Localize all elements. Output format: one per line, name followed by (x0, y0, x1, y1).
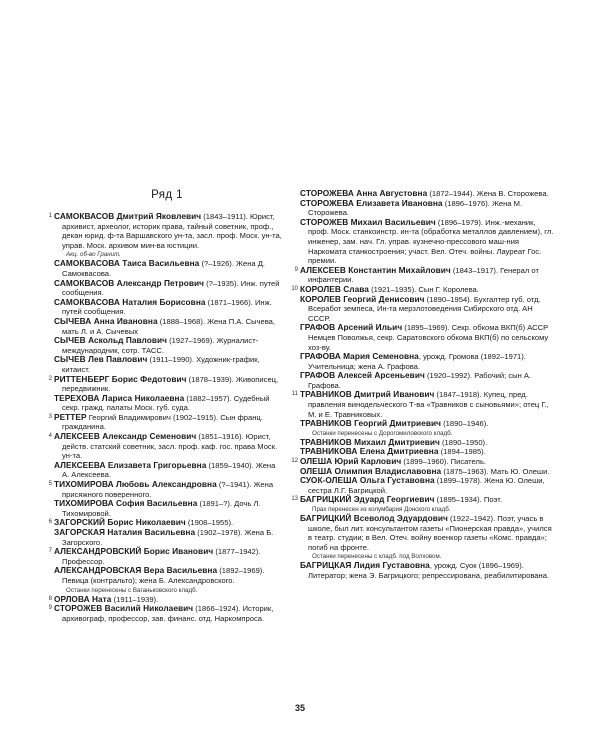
person-name: ОРЛОВА Ната (54, 593, 112, 604)
burial-entry (46, 566, 282, 585)
burial-entry (46, 547, 282, 566)
person-name: ГРАФОВ Арсений Ильич (300, 322, 403, 333)
entry-list-left (46, 212, 282, 623)
person-name: СУОК-ОЛЕША Ольга Густавовна (300, 475, 435, 486)
person-name: ТЕРЕХОВА Лариса Николаевна (54, 392, 185, 403)
entry-description: (?–1941). Жена присяжного поверенного. (62, 480, 274, 499)
entry-description: (1877–1942). Профессор. (62, 547, 261, 566)
entry-description: , урожд. Громова (1892–1971). Учительница; жена А. Графова. (308, 352, 526, 371)
entry-note: Акц. об-во Гранит. (66, 251, 121, 259)
entry-description: (1866–1924). Историк, архивограф, профессор, зав. финанс. отд. Наркомпроса. (62, 604, 274, 623)
entry-list-right (292, 189, 554, 581)
person-name: СТОРОЖЕВ Михаил Васильевич (300, 216, 436, 227)
person-name: ТРАВНИКОВ Михаил Дмитриевич (300, 436, 440, 447)
person-name: ТРАВНИКОВ Георгий Дмитриевич (300, 418, 442, 429)
plot-number: 7 (48, 548, 52, 555)
person-name: САМОКВАСОВ Дмитрий Яковлевич (54, 211, 202, 221)
entry-description: (1899–1960). Писатель. (401, 457, 487, 467)
burial-entry (46, 461, 282, 480)
burial-entry (46, 604, 282, 623)
burial-entry (46, 375, 282, 394)
person-name: ТРАВНИКОВА Елена Дмитриевна (300, 446, 439, 457)
burial-entry (292, 266, 554, 285)
entry-description: (1847–1918). Купец, пред. правления винодельческого Т-ва «Травников с сыновьями»; отец Г., М. и Е. Травниковых. (308, 390, 549, 419)
person-name: СТОРОЖЕВА Анна Августовна (300, 188, 428, 198)
entry-description: (1875–1963). Мать Ю. Олеши. (441, 466, 550, 476)
burial-entry (46, 394, 282, 413)
burial-entry (292, 295, 554, 324)
entry-description: (1882–1957). Судебный секр. гражд. палаты Моск. губ. суда. (62, 393, 270, 413)
left-column (46, 0, 282, 623)
plot-number: 1 (48, 213, 52, 219)
entry-description: (1851–1916). Юрист, действ. статский советник, засл. проф. каф. гос. права Моск. ун-та. (62, 432, 278, 461)
plot-number: 3 (48, 413, 52, 420)
person-name: САМОКВАСОВА Наталия Борисовна (54, 296, 206, 307)
entry-note: Останки перенесены с Дорогомиловского кладб. (312, 429, 453, 437)
burial-entry (292, 390, 554, 419)
entry-description: (1895–1934). Поэт. (434, 495, 503, 505)
entry-description: (?–1935). Инж. путей сообщения. (62, 278, 280, 298)
entry-description: (1899–1978). Жена Ю. Олеши, сестра Л.Г. Багрицкой. (308, 476, 545, 495)
person-name: ОЛЕША Олимпия Владиславовна (300, 465, 442, 476)
person-name: КОРОЛЕВ Георгий Денисович (300, 293, 425, 304)
burial-entry (46, 317, 282, 336)
person-name: АЛЕКСАНДРОВСКАЯ Вера Васильевна (54, 565, 218, 576)
plot-number: 9 (48, 605, 52, 612)
burial-entry (292, 561, 554, 580)
person-name: БАГРИЦКИЙ Всеволод Эдуардович (300, 513, 448, 523)
entry-note: Останки перенесены с Ваганьковского кладб. (66, 586, 198, 594)
burial-entry (292, 371, 554, 390)
plot-number: 4 (48, 433, 52, 440)
person-name: ЗАГОРСКИЙ Борис Николаевич (54, 517, 186, 528)
burial-entry (292, 476, 554, 495)
entry-description: (1891–?). Дочь Л. Тихомировой. (62, 499, 261, 518)
person-name: БАГРИЦКИЙ Эдуард Георгиевич (300, 494, 435, 505)
entry-description: (1890–1946). (441, 419, 489, 429)
plot-number: 13 (291, 496, 298, 503)
entry-description: (1921–1935). Сын Г. Королева. (368, 284, 479, 294)
page-number: 35 (294, 703, 305, 713)
person-name: СЫЧЕВ Лев Павлович (54, 354, 148, 365)
person-name: СЫЧЕВ Аскольд Павлович (54, 335, 168, 346)
plot-number: 5 (48, 481, 52, 488)
person-name: АЛЕКСЕЕВ Александр Семенович (54, 431, 197, 442)
person-name: АЛЕКСАНДРОВСКИЙ Борис Иванович (54, 546, 214, 557)
burial-entry (292, 199, 554, 218)
entry-description: (1922–1942). Поэт, учась в школе, был лит. консультантом газеты «Пионерская правда», учился в театр. студии; в Вел. Отеч. войну военкор газеты «Комс. правда»; погиб на фронте. (308, 514, 552, 552)
plot-number: 12 (291, 458, 298, 465)
person-name: САМОКВАСОВА Таиса Васильевна (54, 258, 200, 269)
entry-note: Останки перенесены с кладб. под Волховом. (312, 553, 442, 561)
entry-description: (1890–1954). Бухгалтер губ. отд. Всеработ земпеса, Ин-та мерзлотоведения Сибирского отд. АН СССР. (308, 294, 541, 323)
person-name: САМОКВАСОВ Александр Петрович (54, 277, 205, 288)
burial-entry (292, 218, 554, 266)
burial-entry (292, 495, 554, 505)
entry-description: (1843–1911). Юрист, архивист, археолог, историк права, тайный советник, проф., декан юрид. ф-та Варшавского ун-та, засл. проф. Моск. ун-та, управ. Моск. архивом мин-ва юстиции. (62, 212, 282, 250)
burial-entry (46, 355, 282, 374)
entry-note: Прах перенесен из колумбария Донского кладб. (312, 506, 451, 513)
entry-description: , урожд. Суок (1896–1969). Литератор; жена Э. Багрицкого; репрессирована, реабилитирована. (308, 561, 550, 580)
entry-description: (1872–1944). Жена В. Сторожева. (427, 189, 549, 198)
plot-number: 9 (294, 266, 298, 273)
burial-entry (46, 480, 282, 499)
entry-description: (1859–1940). Жена А. Алексеева. (62, 460, 276, 480)
person-name: СЫЧЕВА Анна Ивановна (54, 315, 158, 326)
right-column (292, 0, 554, 581)
burial-entry (46, 259, 282, 278)
plot-number: 11 (291, 391, 298, 398)
burial-entry (292, 323, 554, 352)
person-name: ЗАГОРСКАЯ Наталия Васильевна (54, 527, 196, 537)
entry-description: (1920–1992). Рабочий; сын А. Графова. (308, 371, 532, 390)
person-name: АЛЕКСЕЕВА Елизавета Григорьевна (54, 459, 207, 470)
person-name: СТОРОЖЕВА Елизавета Ивановна (300, 197, 443, 208)
entry-description: (1908–1955). (185, 518, 234, 528)
entry-description: (1895–1969). Секр. обкома ВКП(б) АССР Немцев Поволжья, секр. Саратовского обкома ВКП(б) по сельскому хоз-ву. (308, 323, 549, 352)
burial-entry (292, 514, 554, 552)
burial-entry (46, 499, 282, 518)
plot-number: 8 (48, 595, 52, 602)
entry-description: (1878–1939). Живописец, передвижник. (62, 374, 279, 394)
person-name: АЛЕКСЕЕВ Константин Михайлович (300, 264, 451, 275)
entry-description: (1894–1985). (438, 447, 486, 457)
person-name: ТРАВНИКОВ Дмитрий Иванович (300, 389, 435, 400)
person-name: ТИХОМИРОВА София Васильевна (54, 498, 198, 509)
burial-entry (46, 528, 282, 547)
person-name: ГРАФОВА Мария Семеновна (300, 351, 419, 362)
entry-description: (1892–1969). Певица (контральто); жена Б. Александровского. (62, 566, 265, 585)
entry-description: (1927–1969). Журналист-международник, сотр. ТАСС. (62, 336, 259, 355)
entry-description: (1871–1966). Инж. путей сообщения. (62, 297, 272, 317)
entry-description: (1888–1968). Жена П.А. Сычева, мать Л. и А. Сычевых (62, 316, 275, 336)
burial-entry (46, 336, 282, 355)
entry-description: (1911–1990). Художник-график, китаист. (62, 355, 260, 374)
person-name: КОРОЛЕВ Слава (300, 283, 369, 294)
burial-entry (46, 298, 282, 317)
entry-description: (1902–1978). Жена Б. Загорского. (62, 528, 274, 547)
burial-entry (46, 212, 282, 250)
burial-entry (292, 419, 554, 429)
entry-description: (1890–1950). (439, 437, 488, 447)
person-name: ТИХОМИРОВА Любовь Александровна (54, 479, 217, 490)
entry-description: (1843–1917). Генерал от инфантерии. (308, 265, 539, 285)
person-name: РИТТЕНБЕРГ Борис Федотович (54, 373, 187, 384)
person-name: РЕТТЕР (54, 411, 87, 422)
plot-number: 6 (48, 519, 52, 526)
entry-description: (1911–1939). (111, 594, 159, 604)
entry-description: (?–1926). Жена Д. Самоквасова. (62, 259, 265, 278)
burial-entry (46, 432, 282, 461)
burial-entry (46, 279, 282, 298)
person-name: СТОРОЖЕВ Василий Николаевич (54, 603, 194, 614)
plot-number: 2 (48, 375, 52, 382)
entry-description: Георгий Владимирович (1902–1915). Сын франц. гражданина. (62, 412, 263, 432)
plot-number: 10 (291, 285, 298, 292)
entry-description: (1896–1976). Жена М. Сторожева. (308, 198, 523, 218)
person-name: БАГРИЦКАЯ Лидия Густавовна (300, 560, 430, 571)
entry-description: (1896–1979). Инж.-механик, проф. Моск. станкоинстр. ин-та (обработка металлов давлением), гл. инженер, зам. нач. Гл. управ. кузнечно-прессового маш-ния Наркомата станкостроения; участ. Вел. Отеч. войны. Лауреат Гос. премии. (308, 217, 554, 266)
burial-entry (46, 413, 282, 432)
person-name: ОЛЕША Юрий Карлович (300, 456, 402, 467)
section-heading: Ряд 1 (151, 189, 183, 201)
burial-entry (292, 352, 554, 371)
person-name: ГРАФОВ Алексей Арсеньевич (300, 370, 425, 381)
